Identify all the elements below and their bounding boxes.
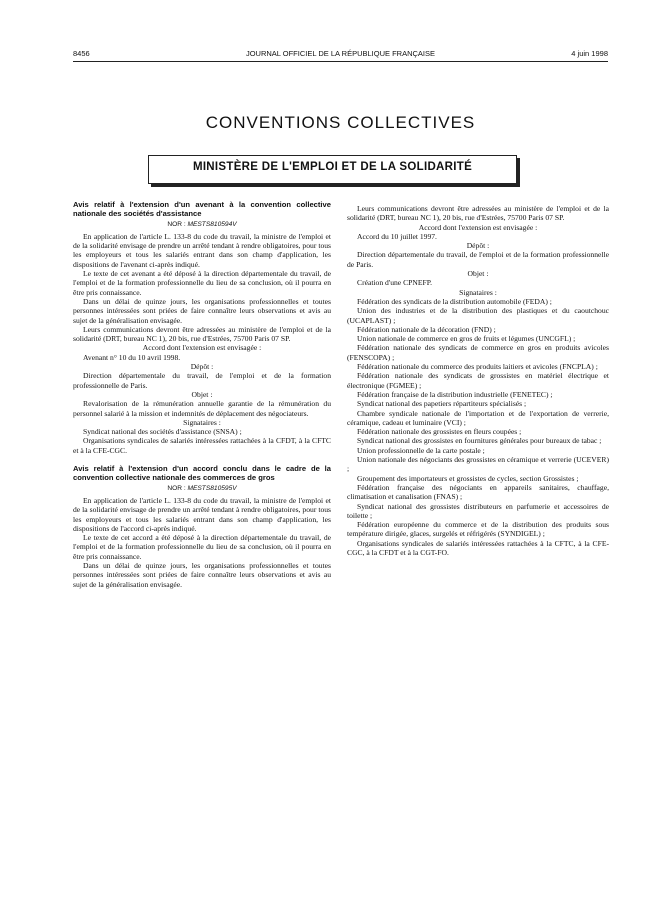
signataire: Chambre syndicale nationale de l'importation et de l'exportation de verrerie, céramique, cadeau et luminaire (VCI) ; [347,408,609,427]
objet-heading: Objet : [191,389,213,399]
article-2-title: Avis relatif à l'extension d'un accord conclu dans le cadre de la convention collective nationale des commerces de gros [73,464,331,483]
article-2-paragraph: En application de l'article L. 133-8 du code du travail, la ministre de l'emploi et de la solidarité envisage de prendre un arrêté tendant à rendre obligatoires, pour tous les employeurs et tous les salariés entrant dans son champ d'application, les dispositions de l'accord ci-après indiqué. [73,495,331,533]
journal-title: JOURNAL OFFICIEL DE LA RÉPUBLIQUE FRANÇAISE [245,49,436,58]
article-1-title: Avis relatif à l'extension d'un avenant à la convention collective nationale des sociétés d'assistance [73,200,331,219]
article-2-paragraph: Dans un délai de quinze jours, les organisations professionnelles et toutes personnes intéressées sont priées de faire connaître leurs observations et avis au sujet de la généralisation envisagée. [73,560,331,589]
page-number: 8456 [73,49,90,58]
signataire: Fédération des syndicats de la distribution automobile (FEDA) ; [357,296,552,306]
signataire: Syndicat national des grossistes en fournitures générales pour bureaux de tabac ; [357,436,602,446]
article-1-paragraph: Le texte de cet avenant a été déposé à la direction départementale du travail, de l'emploi et de la formation professionnelle du lieu de sa conclusion, où il pourra en être pris connaissance. [73,269,331,297]
article-1-paragraph: Dans un délai de quinze jours, les organisations professionnelles et toutes personnes intéressées sont priées de faire connaître leurs observations et avis au sujet de la généralisation envisagée. [73,296,331,325]
signataire: Fédération française de la distribution industrielle (FENETEC) ; [357,389,553,399]
signataire: Union nationale de commerce en gros de fruits et légumes (UNCGFL) ; [357,334,576,344]
signataire: Fédération nationale des syndicats de commerce en gros en produits avicoles (FENSCOPA) ; [347,343,609,362]
header-rule [73,61,608,62]
left-column [73,200,331,589]
right-column [347,204,609,557]
signataire: Union nationale des négociants des grossistes en céramique et verrerie (UCEVER) ; [347,455,609,474]
page-header [73,49,608,61]
depot-text: Direction départementale du travail, de l'emploi et de la formation professionnelle de Paris. [347,250,609,269]
ministry-name: MINISTÈRE DE L'EMPLOI ET DE LA SOLIDARITÉ [192,161,473,173]
signataire: Fédération nationale du commerce des produits laitiers et avicoles (FNCPLA) ; [357,362,598,372]
signataire: Fédération nationale des grossistes en fleurs coupées ; [357,427,522,437]
accord-heading: Accord dont l'extension est envisagée : [418,222,538,232]
objet-heading: Objet : [467,269,489,279]
accord-heading: Accord dont l'extension est envisagée : [142,343,262,353]
signataire: Organisations syndicales de salariés intéressées rattachées à la CFDT, à la CFTC et à la CFE-CGC. [73,436,331,455]
signataire: Union professionnelle de la carte postale ; [357,445,485,455]
issue-date: 4 juin 1998 [571,49,608,58]
depot-text: Direction départementale du travail, de l'emploi et de la formation professionnelle de Paris. [73,371,331,390]
ministry-box [148,155,517,184]
signataire: Fédération nationale de la décoration (FND) ; [357,324,496,334]
signataires-heading: Signataires : [183,417,221,427]
nor-label: NOR : [167,220,186,228]
signataires-list [347,297,609,557]
signataire: Fédération européenne du commerce et de la distribution des produits sous température dirigée, glaces, surgelés et réfrigérés (SYNDIGEL) ; [347,520,609,539]
section-title: CONVENTIONS COLLECTIVES [205,113,476,132]
signataire: Fédération française des négociants en appareils sanitaires, chauffage, climatisation et canalisation (FNAS) ; [347,482,609,502]
accord-text: Avenant n° 10 du 10 avril 1998. [83,352,181,362]
signataire: Syndicat national des grossistes distributeurs en parfumerie et accessoires de toilette ; [347,501,609,520]
signataire: Syndicat national des sociétés d'assistance (SNSA) ; [83,427,242,437]
signataires-heading: Signataires : [459,287,497,297]
article-1-paragraph: En application de l'article L. 133-8 du code du travail, la ministre de l'emploi et de la solidarité envisage de prendre un arrêté tendant à rendre obligatoires, pour tous les employeurs et tous les salariés entrant dans son champ d'application, les dispositions de l'avenant ci-après indiqué. [73,231,331,269]
article-2-nor [73,484,331,493]
signataire: Fédération nationale des syndicats de grossistes en matériel électrique et électronique (FGMEE) ; [347,371,609,390]
nor-code: MESTS810594V [187,220,237,228]
objet-text: Revalorisation de la rémunération annuelle garantie de la rémunération du personnel salarié à la mission et indemnités de déplacement des négociateurs. [73,399,331,418]
signataire: Union des industries et de la distribution des plastiques et du caoutchouc (UCAPLAST) ; [347,306,609,325]
signataire: Syndicat national des papetiers répartiteurs spécialisés ; [357,399,527,409]
nor-label: NOR : [167,484,186,492]
objet-text: Création d'une CPNEFP. [357,278,432,288]
signataire: Groupement des importateurs et grossistes de cycles, section Grossistes ; [357,473,579,483]
nor-code: MESTS810595V [187,484,237,492]
article-2-paragraph: Le texte de cet accord a été déposé à la direction départementale du travail, de l'emploi et de la formation professionnelle du lieu de sa conclusion, où il pourra en être pris connaissance. [73,533,331,561]
signataire: Organisations syndicales de salariés intéressées rattachées à la CFTC, à la CFE-CGC, à la CFDT et à la CGT-FO. [347,538,609,557]
accord-text: Accord du 10 juillet 1997. [357,231,437,241]
depot-heading: Dépôt : [466,241,490,251]
article-1-paragraph: Leurs communications devront être adressées au ministère de l'emploi et de la solidarité (DRT, bureau NC 1), 20 bis, rue d'Estrées, 75700 Paris 07 SP. [73,324,331,344]
article-1-nor [73,220,331,229]
article-2-paragraph: Leurs communications devront être adressées au ministère de l'emploi et de la solidarité (DRT, bureau NC 1), 20 bis, rue d'Estrées, 75700 Paris 07 SP. [347,204,609,223]
depot-heading: Dépôt : [190,362,214,372]
